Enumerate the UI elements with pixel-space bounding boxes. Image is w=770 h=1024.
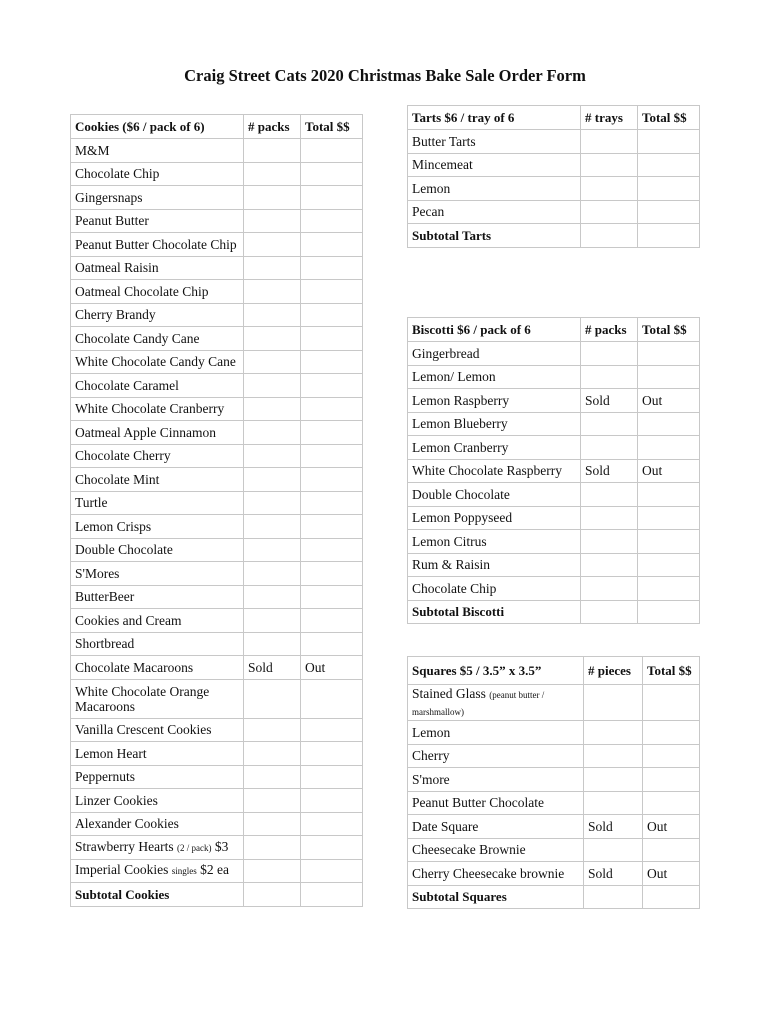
tarts-table — [407, 105, 700, 248]
tarts-total-cell[interactable] — [638, 130, 700, 154]
biscotti-total-cell[interactable] — [638, 506, 700, 530]
tarts-header-row — [408, 106, 700, 130]
cookies-item-note: singles — [171, 866, 197, 877]
biscotti-row — [408, 412, 700, 436]
squares-item-name: Cherry — [408, 744, 584, 768]
biscotti-header-row — [408, 318, 700, 342]
cookies-total-cell[interactable] — [301, 765, 363, 789]
biscotti-item-name: Double Chocolate — [408, 483, 581, 507]
squares-qty-cell[interactable]: Sold — [584, 815, 643, 839]
cookies-qty-cell[interactable] — [244, 256, 301, 280]
cookies-qty-cell[interactable] — [244, 765, 301, 789]
biscotti-header-qty: # packs — [581, 318, 638, 342]
biscotti-total-cell[interactable]: Out — [638, 389, 700, 413]
cookies-total-cell[interactable] — [301, 538, 363, 562]
cookies-item-name: Peanut Butter Chocolate Chip — [71, 233, 244, 257]
biscotti-qty-cell[interactable] — [581, 506, 638, 530]
squares-qty-cell[interactable] — [584, 744, 643, 768]
cookies-item-name: Oatmeal Chocolate Chip — [71, 280, 244, 304]
cookies-qty-cell[interactable] — [244, 303, 301, 327]
cookies-total-cell[interactable] — [301, 374, 363, 398]
cookies-qty-cell[interactable] — [244, 718, 301, 742]
biscotti-item-name: Lemon Poppyseed — [408, 506, 581, 530]
squares-header-total: Total $$ — [643, 657, 700, 685]
cookies-total-cell[interactable] — [301, 515, 363, 539]
biscotti-row — [408, 483, 700, 507]
cookies-item-name: Alexander Cookies — [71, 812, 244, 836]
cookies-qty-cell[interactable] — [244, 515, 301, 539]
tarts-subtotal-total[interactable] — [638, 224, 700, 248]
cookies-qty-cell[interactable] — [244, 491, 301, 515]
cookies-row — [71, 256, 363, 280]
squares-row — [408, 791, 700, 815]
squares-item-name: Peanut Butter Chocolate — [408, 791, 584, 815]
cookies-row — [71, 209, 363, 233]
cookies-row — [71, 374, 363, 398]
tarts-total-cell[interactable] — [638, 177, 700, 201]
biscotti-total-cell[interactable] — [638, 436, 700, 460]
cookies-header-qty: # packs — [244, 115, 301, 139]
squares-item-label: Stained Glass — [412, 685, 486, 701]
tarts-row — [408, 153, 700, 177]
cookies-total-cell[interactable] — [301, 327, 363, 351]
cookies-total-cell[interactable] — [301, 280, 363, 304]
cookies-qty-cell[interactable] — [244, 350, 301, 374]
tarts-total-cell[interactable] — [638, 153, 700, 177]
cookies-total-cell[interactable] — [301, 468, 363, 492]
cookies-total-cell[interactable] — [301, 789, 363, 813]
biscotti-total-cell[interactable] — [638, 553, 700, 577]
biscotti-qty-cell[interactable] — [581, 412, 638, 436]
cookies-item-name — [71, 836, 244, 860]
cookies-row — [71, 836, 363, 860]
cookies-qty-cell[interactable] — [244, 538, 301, 562]
cookies-subtotal-label: Subtotal Cookies — [71, 883, 244, 907]
cookies-total-cell[interactable] — [301, 742, 363, 766]
squares-total-cell[interactable]: Out — [643, 862, 700, 886]
cookies-item-label: Imperial Cookies — [75, 862, 169, 878]
cookies-total-cell[interactable] — [301, 491, 363, 515]
cookies-qty-cell[interactable] — [244, 444, 301, 468]
cookies-row — [71, 491, 363, 515]
cookies-row — [71, 397, 363, 421]
biscotti-qty-cell[interactable] — [581, 365, 638, 389]
biscotti-item-name: Lemon Raspberry — [408, 389, 581, 413]
cookies-subtotal-row — [71, 883, 363, 907]
cookies-total-cell[interactable] — [301, 609, 363, 633]
cookies-row — [71, 468, 363, 492]
biscotti-item-name: Lemon Cranberry — [408, 436, 581, 460]
biscotti-total-cell[interactable] — [638, 577, 700, 601]
biscotti-subtotal-total[interactable] — [638, 600, 700, 624]
cookies-item-name: White Chocolate Cranberry — [71, 397, 244, 421]
cookies-total-cell[interactable] — [301, 562, 363, 586]
cookies-row — [71, 718, 363, 742]
tarts-row — [408, 130, 700, 154]
tarts-subtotal-qty[interactable] — [581, 224, 638, 248]
cookies-subtotal-total[interactable] — [301, 883, 363, 907]
cookies-qty-cell[interactable] — [244, 233, 301, 257]
biscotti-qty-cell[interactable] — [581, 577, 638, 601]
squares-header-item: Squares $5 / 3.5” x 3.5” — [408, 657, 584, 685]
tarts-qty-cell[interactable] — [581, 153, 638, 177]
cookies-item-name: Lemon Crisps — [71, 515, 244, 539]
squares-qty-cell[interactable] — [584, 838, 643, 862]
squares-total-cell[interactable] — [643, 685, 700, 721]
biscotti-item-name: Lemon Blueberry — [408, 412, 581, 436]
cookies-item-name: Peppernuts — [71, 765, 244, 789]
cookies-item-name: Chocolate Mint — [71, 468, 244, 492]
biscotti-total-cell[interactable] — [638, 412, 700, 436]
cookies-item-name: White Chocolate Candy Cane — [71, 350, 244, 374]
cookies-qty-cell[interactable] — [244, 209, 301, 233]
tarts-item-name: Lemon — [408, 177, 581, 201]
cookies-item-name: Chocolate Macaroons — [71, 656, 244, 680]
cookies-qty-cell[interactable] — [244, 139, 301, 163]
tarts-item-name: Mincemeat — [408, 153, 581, 177]
cookies-qty-cell[interactable] — [244, 609, 301, 633]
cookies-total-cell[interactable] — [301, 632, 363, 656]
cookies-qty-cell[interactable] — [244, 374, 301, 398]
cookies-qty-cell[interactable] — [244, 679, 301, 718]
biscotti-item-name: Lemon Citrus — [408, 530, 581, 554]
cookies-qty-cell[interactable] — [244, 836, 301, 860]
biscotti-qty-cell[interactable] — [581, 342, 638, 366]
cookies-qty-cell[interactable] — [244, 859, 301, 883]
cookies-qty-cell[interactable] — [244, 421, 301, 445]
biscotti-item-name: Lemon/ Lemon — [408, 365, 581, 389]
cookies-item-name: S'Mores — [71, 562, 244, 586]
squares-item-note: (peanut butter / marshmallow) — [412, 689, 545, 717]
cookies-total-cell[interactable] — [301, 444, 363, 468]
cookies-qty-cell[interactable] — [244, 162, 301, 186]
cookies-item-name: Lemon Heart — [71, 742, 244, 766]
tarts-header-total: Total $$ — [638, 106, 700, 130]
cookies-table — [70, 114, 363, 907]
tarts-item-name: Butter Tarts — [408, 130, 581, 154]
cookies-row — [71, 632, 363, 656]
squares-item-name: S'more — [408, 768, 584, 792]
cookies-row — [71, 327, 363, 351]
cookies-row — [71, 562, 363, 586]
cookies-row — [71, 421, 363, 445]
cookies-item-name: Chocolate Chip — [71, 162, 244, 186]
biscotti-item-name: Rum & Raisin — [408, 553, 581, 577]
squares-row — [408, 862, 700, 886]
biscotti-qty-cell[interactable]: Sold — [581, 389, 638, 413]
cookies-qty-cell[interactable] — [244, 789, 301, 813]
tarts-qty-cell[interactable] — [581, 177, 638, 201]
cookies-total-cell[interactable] — [301, 718, 363, 742]
tarts-header-qty: # trays — [581, 106, 638, 130]
cookies-item-name: M&M — [71, 139, 244, 163]
tarts-header-item: Tarts $6 / tray of 6 — [408, 106, 581, 130]
squares-subtotal-qty[interactable] — [584, 885, 643, 909]
tarts-subtotal-label: Subtotal Tarts — [408, 224, 581, 248]
squares-header-qty: # pieces — [584, 657, 643, 685]
biscotti-row — [408, 342, 700, 366]
cookies-item-name: White Chocolate Orange Macaroons — [71, 679, 244, 718]
squares-row — [408, 768, 700, 792]
cookies-item-name: Chocolate Caramel — [71, 374, 244, 398]
squares-total-cell[interactable] — [643, 838, 700, 862]
biscotti-header-item: Biscotti $6 / pack of 6 — [408, 318, 581, 342]
cookies-item-name: Linzer Cookies — [71, 789, 244, 813]
cookies-header-row — [71, 115, 363, 139]
cookies-qty-cell[interactable] — [244, 280, 301, 304]
tarts-subtotal-row — [408, 224, 700, 248]
cookies-item-name: ButterBeer — [71, 585, 244, 609]
cookies-item-name: Chocolate Candy Cane — [71, 327, 244, 351]
cookies-total-cell[interactable] — [301, 397, 363, 421]
cookies-row — [71, 585, 363, 609]
cookies-row — [71, 303, 363, 327]
biscotti-row — [408, 436, 700, 460]
cookies-row — [71, 350, 363, 374]
cookies-item-name: Oatmeal Raisin — [71, 256, 244, 280]
squares-subtotal-total[interactable] — [643, 885, 700, 909]
cookies-item-price: $2 ea — [200, 862, 229, 878]
cookies-item-name: Vanilla Crescent Cookies — [71, 718, 244, 742]
squares-item-name: Cheesecake Brownie — [408, 838, 584, 862]
squares-row — [408, 721, 700, 745]
cookies-qty-cell[interactable] — [244, 632, 301, 656]
biscotti-qty-cell[interactable] — [581, 436, 638, 460]
squares-qty-cell[interactable]: Sold — [584, 862, 643, 886]
squares-total-cell[interactable] — [643, 791, 700, 815]
squares-qty-cell[interactable] — [584, 721, 643, 745]
cookies-row — [71, 789, 363, 813]
biscotti-total-cell[interactable] — [638, 342, 700, 366]
cookies-row — [71, 444, 363, 468]
biscotti-row — [408, 577, 700, 601]
cookies-qty-cell[interactable] — [244, 327, 301, 351]
cookies-item-note: (2 / pack) — [176, 842, 212, 853]
biscotti-item-name: Chocolate Chip — [408, 577, 581, 601]
squares-qty-cell[interactable] — [584, 768, 643, 792]
cookies-row — [71, 742, 363, 766]
cookies-row — [71, 186, 363, 210]
biscotti-row — [408, 365, 700, 389]
cookies-item-name: Oatmeal Apple Cinnamon — [71, 421, 244, 445]
squares-header-row — [408, 657, 700, 685]
biscotti-row — [408, 459, 700, 483]
biscotti-subtotal-qty[interactable] — [581, 600, 638, 624]
squares-item-name: Cherry Cheesecake brownie — [408, 862, 584, 886]
biscotti-item-name: White Chocolate Raspberry — [408, 459, 581, 483]
cookies-item-name: Cherry Brandy — [71, 303, 244, 327]
cookies-total-cell[interactable] — [301, 303, 363, 327]
biscotti-total-cell[interactable] — [638, 530, 700, 554]
cookies-row — [71, 515, 363, 539]
cookies-row — [71, 233, 363, 257]
cookies-item-name: Shortbread — [71, 632, 244, 656]
biscotti-total-cell[interactable] — [638, 365, 700, 389]
cookies-qty-cell[interactable] — [244, 562, 301, 586]
squares-qty-cell[interactable] — [584, 685, 643, 721]
cookies-total-cell[interactable] — [301, 209, 363, 233]
squares-total-cell[interactable] — [643, 768, 700, 792]
cookies-item-name: Turtle — [71, 491, 244, 515]
cookies-total-cell[interactable] — [301, 585, 363, 609]
squares-row — [408, 838, 700, 862]
cookies-item-name — [71, 859, 244, 883]
squares-row — [408, 744, 700, 768]
tarts-row — [408, 200, 700, 224]
cookies-total-cell[interactable] — [301, 679, 363, 718]
biscotti-total-cell[interactable] — [638, 483, 700, 507]
cookies-row — [71, 162, 363, 186]
squares-total-cell[interactable]: Out — [643, 815, 700, 839]
cookies-total-cell[interactable] — [301, 256, 363, 280]
squares-item-name: Date Square — [408, 815, 584, 839]
cookies-item-name: Chocolate Cherry — [71, 444, 244, 468]
cookies-total-cell[interactable] — [301, 836, 363, 860]
biscotti-table — [407, 317, 700, 624]
squares-qty-cell[interactable] — [584, 791, 643, 815]
biscotti-row — [408, 389, 700, 413]
cookies-total-cell[interactable]: Out — [301, 656, 363, 680]
tarts-qty-cell[interactable] — [581, 200, 638, 224]
cookies-row — [71, 859, 363, 883]
squares-item-name — [408, 685, 584, 721]
cookies-item-label: Strawberry Hearts — [75, 838, 174, 854]
squares-total-cell[interactable] — [643, 744, 700, 768]
cookies-item-name: Double Chocolate — [71, 538, 244, 562]
cookies-row — [71, 538, 363, 562]
cookies-row — [71, 609, 363, 633]
tarts-item-name: Pecan — [408, 200, 581, 224]
cookies-qty-cell[interactable] — [244, 397, 301, 421]
squares-table — [407, 656, 700, 909]
biscotti-subtotal-row — [408, 600, 700, 624]
page-title: Craig Street Cats 2020 Christmas Bake Sale Order Form — [184, 66, 586, 85]
cookies-total-cell[interactable] — [301, 812, 363, 836]
cookies-header-total: Total $$ — [301, 115, 363, 139]
cookies-qty-cell[interactable] — [244, 468, 301, 492]
cookies-total-cell[interactable] — [301, 859, 363, 883]
cookies-total-cell[interactable] — [301, 186, 363, 210]
tarts-total-cell[interactable] — [638, 200, 700, 224]
cookies-header-item: Cookies ($6 / pack of 6) — [71, 115, 244, 139]
cookies-total-cell[interactable] — [301, 233, 363, 257]
cookies-qty-cell[interactable] — [244, 742, 301, 766]
biscotti-item-name: Gingerbread — [408, 342, 581, 366]
tarts-qty-cell[interactable] — [581, 130, 638, 154]
biscotti-row — [408, 553, 700, 577]
squares-total-cell[interactable] — [643, 721, 700, 745]
biscotti-row — [408, 506, 700, 530]
cookies-item-name: Peanut Butter — [71, 209, 244, 233]
squares-row — [408, 685, 700, 721]
cookies-row — [71, 280, 363, 304]
biscotti-qty-cell[interactable] — [581, 553, 638, 577]
cookies-qty-cell[interactable] — [244, 186, 301, 210]
cookies-item-name: Cookies and Cream — [71, 609, 244, 633]
biscotti-subtotal-label: Subtotal Biscotti — [408, 600, 581, 624]
squares-subtotal-label: Subtotal Squares — [408, 885, 584, 909]
tarts-row — [408, 177, 700, 201]
cookies-total-cell[interactable] — [301, 350, 363, 374]
cookies-total-cell[interactable] — [301, 162, 363, 186]
cookies-qty-cell[interactable] — [244, 812, 301, 836]
cookies-qty-cell[interactable]: Sold — [244, 656, 301, 680]
squares-subtotal-row — [408, 885, 700, 909]
cookies-total-cell[interactable] — [301, 139, 363, 163]
biscotti-qty-cell[interactable]: Sold — [581, 459, 638, 483]
biscotti-total-cell[interactable]: Out — [638, 459, 700, 483]
squares-item-name: Lemon — [408, 721, 584, 745]
cookies-total-cell[interactable] — [301, 421, 363, 445]
cookies-qty-cell[interactable] — [244, 585, 301, 609]
cookies-item-price: $3 — [214, 838, 229, 854]
cookies-row — [71, 139, 363, 163]
squares-row — [408, 815, 700, 839]
biscotti-qty-cell[interactable] — [581, 483, 638, 507]
biscotti-row — [408, 530, 700, 554]
cookies-item-name: Gingersnaps — [71, 186, 244, 210]
biscotti-qty-cell[interactable] — [581, 530, 638, 554]
cookies-row — [71, 812, 363, 836]
biscotti-header-total: Total $$ — [638, 318, 700, 342]
cookies-row — [71, 765, 363, 789]
cookies-row — [71, 679, 363, 718]
cookies-row — [71, 656, 363, 680]
cookies-subtotal-qty[interactable] — [244, 883, 301, 907]
